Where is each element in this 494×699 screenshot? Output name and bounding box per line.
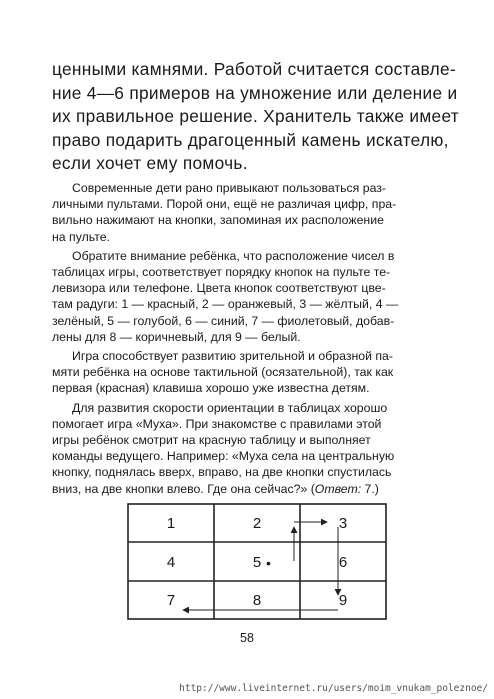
answer-label: Ответ: xyxy=(314,481,362,496)
text-line: таблицах игры, соответствует порядку кнопок на пульте те- xyxy=(52,265,391,280)
text-line: ние 4—6 примеров на умножение или деление и xyxy=(52,82,458,103)
text-line xyxy=(52,481,468,497)
grid-cell-1: 1 xyxy=(166,515,176,532)
top-paragraph xyxy=(52,58,462,176)
grid-cell-9: 9 xyxy=(338,592,348,609)
grid-cell-6: 6 xyxy=(338,554,348,571)
text-line: если хочет ему помочь. xyxy=(52,153,248,173)
paragraph-colors xyxy=(52,248,468,345)
text-line: команды ведущего. Например: «Муха села на центральную xyxy=(52,449,395,464)
text-line: на пульте. xyxy=(52,229,110,244)
text-line: Игра способствует развитию зрительной и образной па- xyxy=(72,349,393,364)
grid-cell-8: 8 xyxy=(252,592,262,609)
grid-cell-7: 7 xyxy=(166,592,176,609)
text-line: ценными камнями. Работой считается составле- xyxy=(52,59,456,79)
text-line: кнопку, поднялась вверх, вправо, на две кнопки спустилась xyxy=(52,465,392,480)
text-line: Обратите внимание ребёнка, что расположение чисел в xyxy=(72,248,395,263)
paragraph-remotes xyxy=(52,180,468,245)
grid-cell-3: 3 xyxy=(338,515,348,532)
number-grid xyxy=(127,503,387,620)
grid-cell-2: 2 xyxy=(252,515,262,532)
text-line: первая (красная) клавиша хорошо уже известна детям. xyxy=(52,381,370,396)
text-fragment: 7.) xyxy=(361,481,379,496)
text-line: право подарить драгоценный камень искателю, xyxy=(52,129,449,150)
text-fragment: вниз, на две кнопки влево. Где она сейчас?» ( xyxy=(52,481,315,496)
text-line: помогает игра «Муха». При знакомстве с правилами этой xyxy=(52,416,382,431)
text-line: вильно нажимают на кнопки, запоминая их расположение xyxy=(52,213,384,228)
text-line: мяти ребёнка на основе тактильной (осязательной), так как xyxy=(52,365,394,380)
text-line: левизора или телефоне. Цвета кнопок соответствуют цве- xyxy=(52,281,386,296)
grid-cell-5: 5 xyxy=(252,554,262,571)
watermark-url: http://www.liveinternet.ru/users/moim_vnukam_poleznoe/ xyxy=(179,683,488,694)
text-line: Для развития скорости ориентации в таблицах хорошо xyxy=(72,400,388,415)
text-line: там радуги: 1 — красный, 2 — оранжевый, 3 — жёлтый, 4 — xyxy=(52,297,399,312)
text-line: их правильное решение. Хранитель также имеет xyxy=(52,106,460,126)
page-number: 58 xyxy=(240,631,254,645)
start-dot: • xyxy=(266,555,271,571)
paragraph-fly-game xyxy=(52,400,468,497)
paragraph-memory xyxy=(52,348,468,397)
grid-cell-4: 4 xyxy=(166,554,176,571)
body-text xyxy=(52,180,468,497)
text-line: игры ребёнок смотрит на красную таблицу и выполняет xyxy=(52,433,371,448)
text-line: Современные дети рано привыкают пользоваться раз- xyxy=(72,181,387,195)
text-line: лены для 8 — коричневый, для 9 — белый. xyxy=(52,329,301,344)
text-line: зелёный, 5 — голубой, 6 — синий, 7 — фиолетовый, добав- xyxy=(52,313,395,328)
text-line: личными пультами. Порой они, ещё не различая цифр, пра- xyxy=(52,197,397,212)
